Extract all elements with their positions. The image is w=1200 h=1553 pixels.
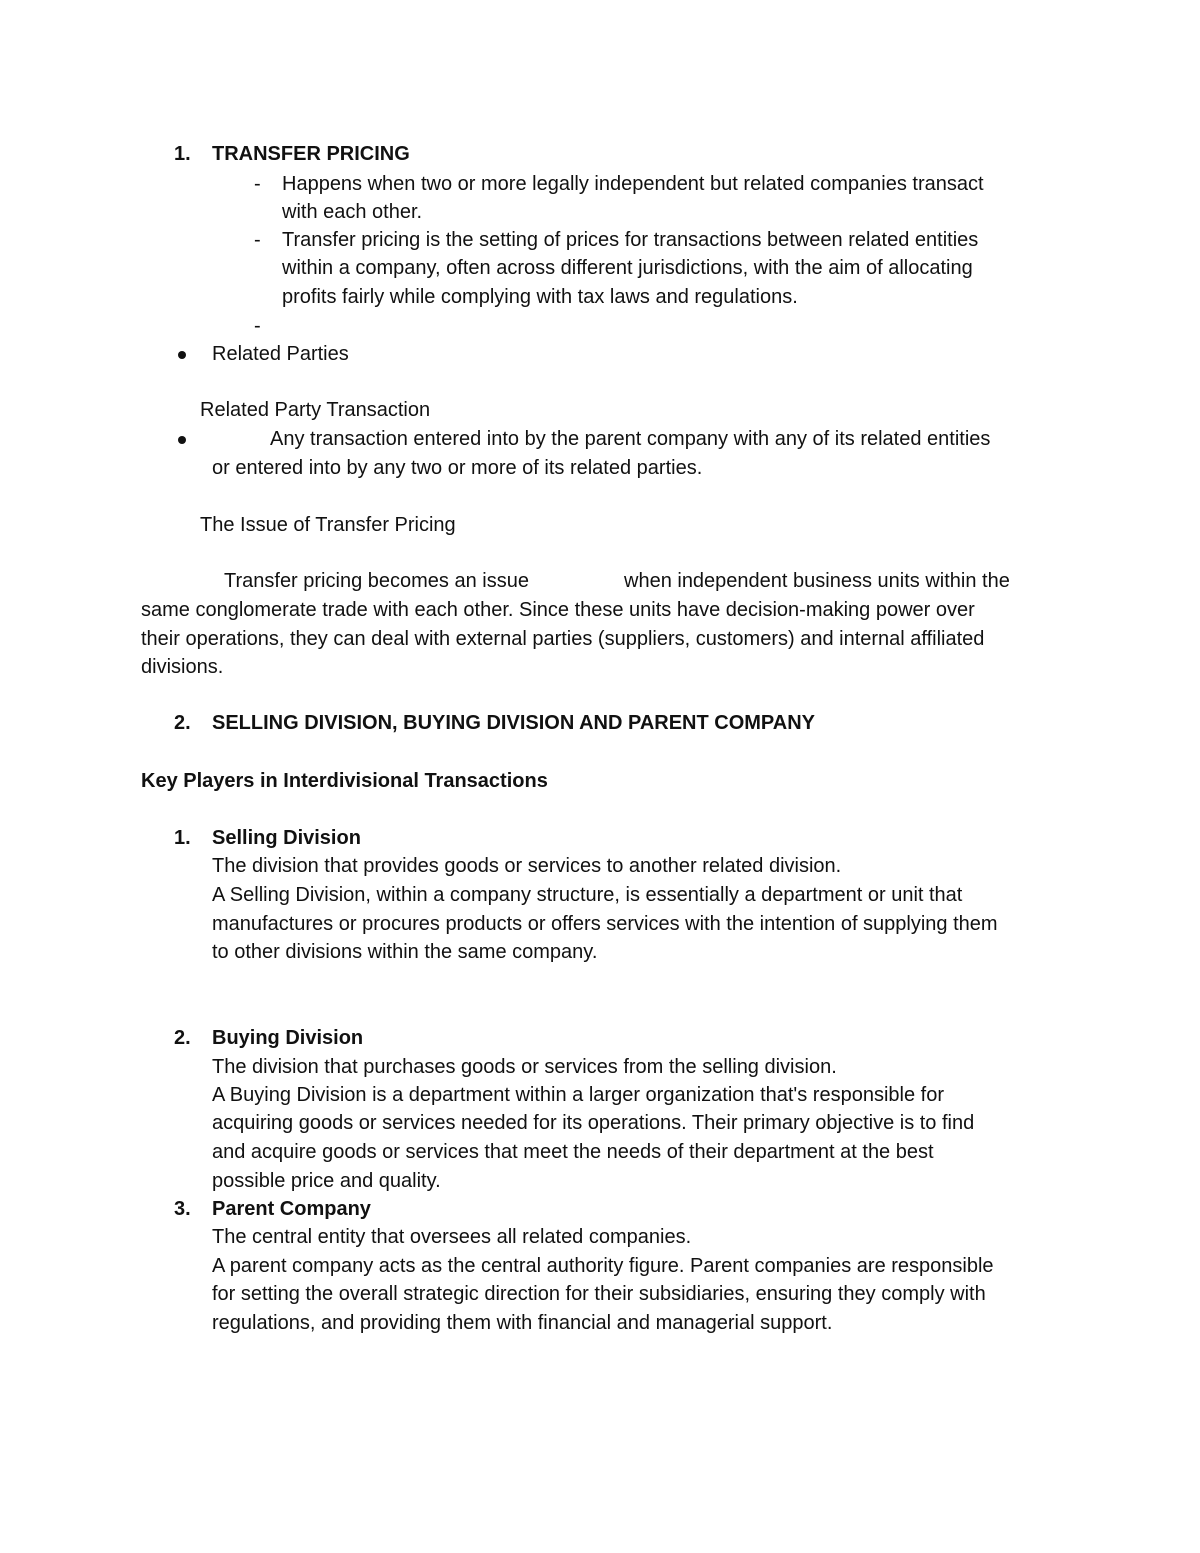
player-text-line: The division that provides goods or services to another related division. (212, 855, 842, 877)
player-text-line: acquiring goods or services needed for its operations. Their primary objective is to find (212, 1112, 975, 1134)
rpt-title: Related Party Transaction (200, 399, 431, 421)
player-name: Buying Division (212, 1027, 364, 1049)
dash-marker: - (254, 173, 261, 195)
player-name: Selling Division (212, 827, 361, 849)
rpt-line: Any transaction entered into by the parent company with any of its related entities (270, 428, 991, 450)
dash-item-line: Happens when two or more legally independent but related companies transact (282, 173, 984, 195)
issue-text-line: same conglomerate trade with each other. Since these units have decision-making power over (141, 599, 975, 621)
key-players-heading: Key Players in Interdivisional Transactions (141, 770, 548, 792)
player-text-line: for setting the overall strategic direction for their subsidiaries, ensuring they comply with (212, 1283, 986, 1305)
player-text-line: regulations, and providing them with financial and managerial support. (212, 1312, 833, 1334)
player-name: Parent Company (212, 1198, 371, 1220)
dash-item-line: Transfer pricing is the setting of prices for transactions between related entities (282, 229, 979, 251)
section-number: 2. (174, 712, 191, 734)
dash-marker: - (254, 229, 261, 251)
player-text-line: The division that purchases goods or services from the selling division. (212, 1056, 837, 1078)
rpt-line: or entered into by any two or more of its related parties. (212, 457, 703, 479)
player-number: 2. (174, 1027, 191, 1049)
player-text-line: A Selling Division, within a company structure, is essentially a department or unit that (212, 884, 963, 906)
dash-marker: - (254, 315, 261, 337)
section-number: 1. (174, 143, 191, 165)
player-text-line: A parent company acts as the central authority figure. Parent companies are responsible (212, 1255, 994, 1277)
issue-text-part: Transfer pricing becomes an issue (224, 570, 529, 592)
player-text-line: and acquire goods or services that meet the needs of their department at the best (212, 1141, 934, 1163)
player-text-line: manufactures or procures products or offers services with the intention of supplying them (212, 913, 998, 935)
issue-text-line: divisions. (141, 656, 224, 678)
dash-item-line: within a company, often across different jurisdictions, with the aim of allocating (282, 257, 973, 279)
player-text-line: The central entity that oversees all related companies. (212, 1226, 692, 1248)
issue-title: The Issue of Transfer Pricing (200, 514, 456, 536)
bullet-dot (178, 351, 186, 359)
dash-item-line: with each other. (282, 201, 423, 223)
player-number: 1. (174, 827, 191, 849)
player-text-line: A Buying Division is a department within a larger organization that's responsible for (212, 1084, 944, 1106)
issue-text-part: when independent business units within the (624, 570, 1010, 592)
bullet-dot (178, 436, 186, 444)
related-parties-label: Related Parties (212, 343, 349, 365)
issue-text-line: their operations, they can deal with external parties (suppliers, customers) and internal affiliated (141, 628, 985, 650)
player-text-line: to other divisions within the same company. (212, 941, 598, 963)
section-heading: TRANSFER PRICING (212, 143, 410, 165)
section-heading: SELLING DIVISION, BUYING DIVISION AND PARENT COMPANY (212, 712, 816, 734)
dash-item-line: profits fairly while complying with tax laws and regulations. (282, 286, 798, 308)
player-number: 3. (174, 1198, 191, 1220)
player-text-line: possible price and quality. (212, 1170, 441, 1192)
